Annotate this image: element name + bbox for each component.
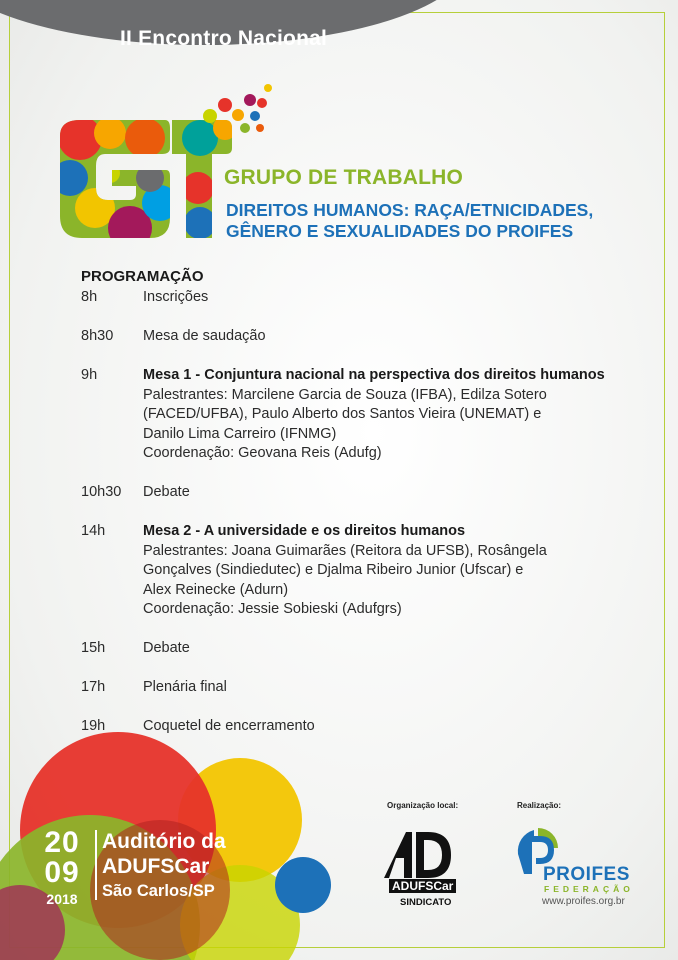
program-line: Danilo Lima Carreiro (IFNMG): [143, 425, 337, 442]
program-line: Coordenação: Jessie Sobieski (Adufgrs): [143, 601, 402, 617]
proifes-name: PROIFES: [543, 864, 630, 885]
event-date: [30, 828, 94, 907]
program-title: Inscrições: [143, 289, 209, 305]
event-year: 2018: [46, 891, 78, 907]
program-title: Coquetel de encerramento: [143, 718, 315, 734]
group-label: GRUPO DE TRABALHO: [224, 166, 464, 189]
proifes-federation: FEDERAÇÃO: [544, 884, 634, 894]
event-month: 09: [44, 856, 80, 889]
program-time: 8h30: [81, 328, 114, 344]
program-line: Coordenação: Geovana Reis (Adufg): [143, 445, 382, 461]
program-time: 15h: [81, 640, 106, 656]
event-title: II Encontro Nacional: [120, 27, 328, 50]
place-line1: Auditório da: [102, 830, 226, 853]
group-subtitle-line1: DIREITOS HUMANOS: RAÇA/ETNICIDADES,: [226, 200, 594, 220]
group-subtitle-line2: GÊNERO E SEXUALIDADES DO PROIFES: [226, 221, 574, 241]
program-time: 17h: [81, 679, 106, 695]
program-title: Mesa 2 - A universidade e os direitos humanos: [143, 523, 466, 539]
organization-label: Organização local:: [387, 801, 459, 810]
program-time: 19h: [81, 718, 106, 734]
program-line: Alex Reinecke (Adurn): [143, 581, 289, 598]
adufscar-logo: [376, 826, 476, 886]
program-title: Plenária final: [143, 679, 227, 695]
program-time: 9h: [81, 367, 98, 383]
event-place: [102, 829, 226, 904]
program-title: Debate: [143, 640, 190, 656]
place-line2: ADUFSCar: [102, 855, 210, 878]
program-line: (FACED/UFBA), Paulo Alberto dos Santos Vieira (UNEMAT) e: [143, 406, 542, 422]
program-line: Palestrantes: Joana Guimarães (Reitora da UFSB), Rosângela: [143, 542, 547, 559]
program-time: 10h30: [81, 484, 122, 500]
place-line3: São Carlos/SP: [102, 882, 215, 900]
event-day: 20: [44, 826, 80, 859]
program-time: 14h: [81, 523, 106, 539]
program-line: Gonçalves (Sindiedutec) e Djalma Ribeiro Junior (Ufscar) e: [143, 562, 524, 578]
program-heading: PROGRAMAÇÃO: [81, 268, 204, 285]
proifes-url: www.proifes.org.br: [542, 896, 625, 907]
program-title: Mesa de saudação: [143, 328, 266, 344]
date-divider: [95, 830, 97, 900]
program-line: Palestrantes: Marcilene Garcia de Souza (IFBA), Edilza Sotero: [143, 386, 547, 403]
program-title: Mesa 1 - Conjuntura nacional na perspectiva dos direitos humanos: [143, 367, 605, 383]
adufscar-subtitle: SINDICATO: [400, 897, 452, 908]
realization-label: Realização:: [517, 801, 562, 810]
program-title: Debate: [143, 484, 190, 500]
adufscar-name: ADUFSCar: [389, 879, 456, 893]
program-time: 8h: [81, 289, 98, 305]
